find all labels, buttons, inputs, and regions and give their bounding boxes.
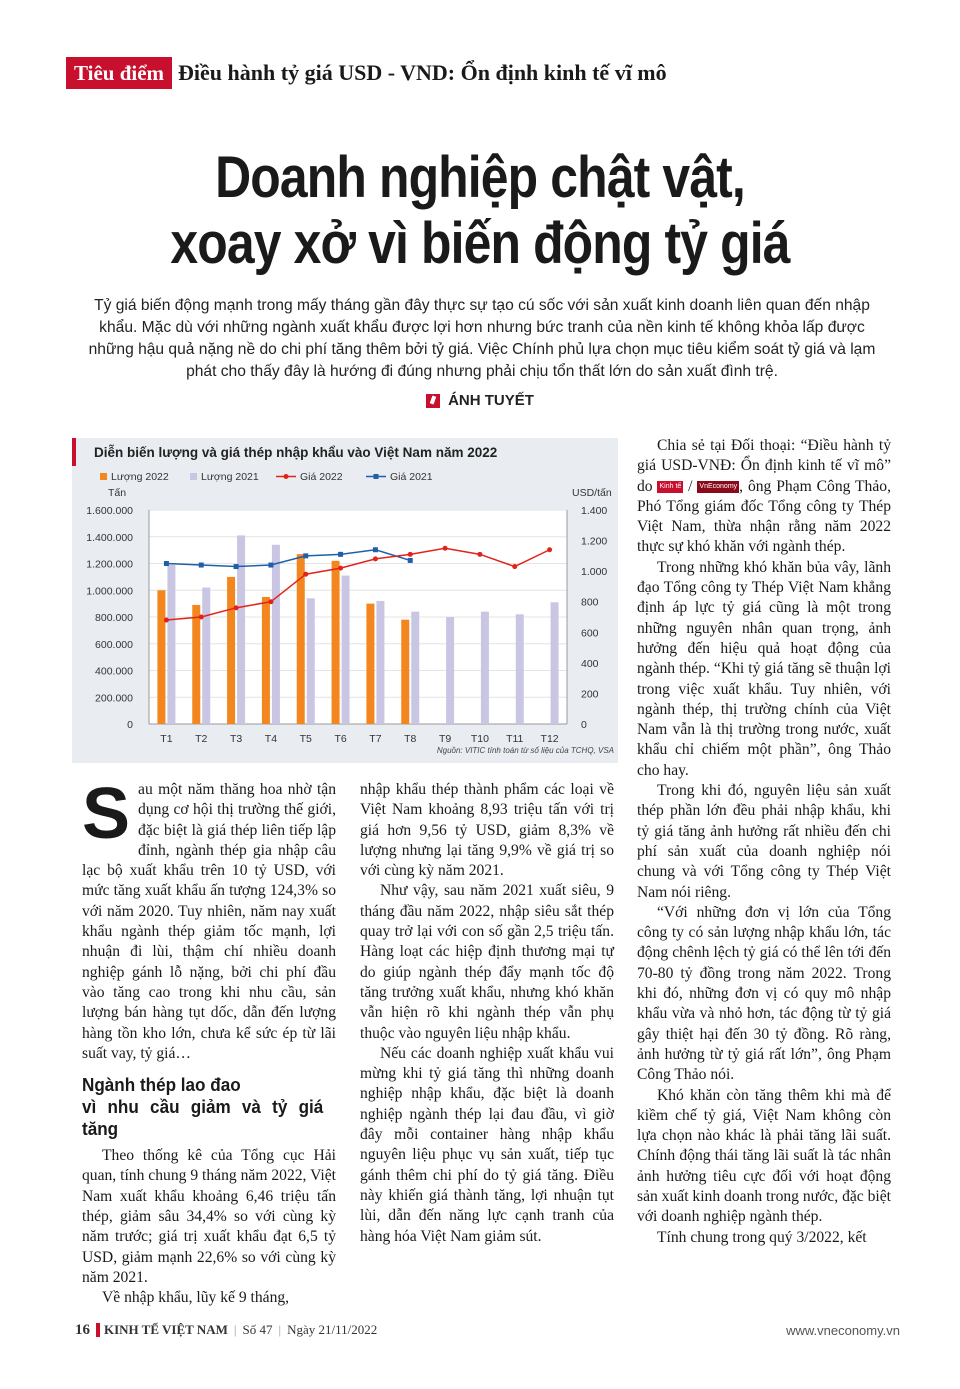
x-tick-label: T12 bbox=[540, 733, 559, 745]
issue-number: Số 47 bbox=[242, 1322, 273, 1337]
x-tick-label: T4 bbox=[264, 733, 278, 745]
legend-label: Lượng 2022 bbox=[111, 471, 169, 483]
gia-2022-point bbox=[164, 618, 169, 623]
chart-container bbox=[72, 438, 618, 763]
steel-import-chart bbox=[72, 438, 618, 763]
y-tick-label: 400.000 bbox=[95, 665, 133, 678]
paragraph: “Với những đơn vị lớn của Tổng công ty có sản lượng nhập khẩu lớn, tác động chênh lệch tỷ giá có thể lên tới đến 70-80 tỷ đồng trong năm 2022. Trong khi đó, những đơn vị có quy mô nhập khẩu vừa và nhỏ hơn, tác động từ tỷ giá gây thiệt hại đến 30 tỷ đồng. Rõ ràng, ảnh hưởng từ tỷ giá rất lớn”, ông Phạm Công Thảo nói. bbox=[637, 903, 891, 1084]
gia-2022-point bbox=[373, 556, 378, 561]
y-tick-label: 600.000 bbox=[95, 638, 133, 651]
y2-tick-label: 200 bbox=[581, 688, 599, 701]
gia-2021-point bbox=[199, 563, 204, 568]
page-number: 16 bbox=[75, 1321, 90, 1338]
section-header bbox=[66, 57, 667, 89]
gia-2021-point bbox=[234, 564, 239, 569]
gia-2021-point bbox=[164, 561, 169, 566]
paragraph: Theo thống kê của Tổng cục Hải quan, tính chung 9 tháng năm 2022, Việt Nam xuất khẩu khoảng 6,46 triệu tấn thép, giảm sâu 34,4% so với cùng kỳ năm trước; giá trị xuất khẩu đạt 6,5 tỷ USD, giảm mạnh 22,6% so với cùng kỳ năm 2021. bbox=[82, 1147, 336, 1286]
paragraph-text: , ông Phạm Công Thảo, Phó Tổng giám đốc Tổng công ty Thép Việt Nam, thừa nhận rằng năm 2022 thực sự khó khăn với ngành thép. bbox=[637, 477, 891, 556]
y2-tick-label: 800 bbox=[581, 596, 599, 609]
paragraph: Trong những khó khăn bủa vây, lãnh đạo Tổng công ty Thép Việt Nam khẳng định áp lực tỷ giá cũng là một trong những nguyên nhân quan trọng, ảnh hưởng đến hiệu quả hoạt động của ngành thép. “Khi tỷ giá tăng sẽ thuận lợi trong việc xuất khẩu. Tuy nhiên, với ngành thép, thị trường chính của Việt Nam vẫn là thị trường trong nước, xuất khẩu chỉ chiếm một phần”, ông Thảo cho hay. bbox=[637, 558, 891, 779]
y-tick-label: 1.400.000 bbox=[86, 531, 133, 544]
paragraph: Về nhập khẩu, lũy kế 9 tháng, bbox=[102, 1289, 290, 1307]
x-tick-label: T11 bbox=[506, 733, 524, 745]
y-tick-label: 800.000 bbox=[95, 612, 133, 624]
gia-2022-point bbox=[234, 605, 239, 610]
gia-2022-point bbox=[268, 599, 273, 604]
paragraph-text: Chia sẻ tại Đối thoại: “Điều hành tỷ giá USD-VNĐ: Ổn định kinh tế vĩ mô” do bbox=[637, 437, 891, 495]
slash: / bbox=[688, 477, 693, 495]
dropcap: S bbox=[82, 774, 131, 854]
bar-luong-2021 bbox=[446, 617, 454, 724]
gia-2021-point bbox=[303, 553, 308, 558]
bar-luong-2021 bbox=[481, 612, 489, 724]
legend-swatch bbox=[190, 473, 197, 480]
y-tick-label: 1.200.000 bbox=[86, 558, 133, 571]
y2-tick-label: 1.000 bbox=[581, 566, 608, 579]
y2-axis-title: USD/tấn bbox=[572, 487, 612, 499]
legend-label: Giá 2021 bbox=[390, 471, 433, 483]
gia-2022-point bbox=[303, 572, 308, 577]
headline-line-1: Doanh nghiệp chật vật, bbox=[215, 145, 745, 210]
issue-date: Ngày 21/11/2022 bbox=[287, 1322, 378, 1337]
section-title: Điều hành tỷ giá USD - VND: Ổn định kinh tế vĩ mô bbox=[178, 60, 667, 85]
legend-swatch bbox=[100, 473, 107, 480]
x-tick-label: T3 bbox=[229, 733, 243, 745]
y2-tick-label: 1.200 bbox=[581, 535, 608, 548]
legend-marker bbox=[284, 474, 289, 479]
gia-2022-point bbox=[547, 547, 552, 552]
y-tick-label: 200.000 bbox=[95, 692, 133, 705]
byline bbox=[0, 392, 960, 409]
paragraph: Như vậy, sau năm 2021 xuất siêu, 9 tháng đầu năm 2022, nhập siêu sắt thép quay trở lại với con số gần 2,5 triệu tấn. Hàng loạt các hiệp định thương mại tự do giúp ngành thép đẩy mạnh tốc độ tăng trưởng xuất khẩu, nhưng khó khăn vẫn hiện rõ khi ngành thép vẫn phụ thuộc vào nguyên liệu nhập khẩu. bbox=[360, 882, 614, 1042]
y-axis-title: Tấn bbox=[108, 487, 127, 499]
pen-icon bbox=[426, 394, 440, 408]
subheading-line-1: Ngành thép lao đao bbox=[82, 1075, 241, 1096]
gia-2021-point bbox=[338, 552, 343, 557]
gia-2021-point bbox=[268, 563, 273, 568]
gia-2021-point bbox=[373, 547, 378, 552]
magazine-name: KINH TẾ VIỆT NAM bbox=[104, 1322, 228, 1337]
gia-2022-point bbox=[443, 546, 448, 551]
bar-luong-2021 bbox=[272, 545, 280, 724]
subheading bbox=[82, 1074, 323, 1140]
chart-source: Nguồn: VITIC tính toán từ số liệu của TCHQ, VSA bbox=[436, 746, 614, 755]
legend-marker bbox=[374, 474, 379, 479]
x-tick-label: T2 bbox=[195, 733, 208, 745]
y2-tick-label: 600 bbox=[581, 627, 599, 640]
bar-luong-2021 bbox=[167, 565, 175, 724]
bar-luong-2022 bbox=[192, 605, 200, 724]
section-tag: Tiêu điểm bbox=[66, 57, 172, 89]
headline-line-2: xoay xở vì biến động tỷ giá bbox=[170, 211, 790, 276]
bar-luong-2022 bbox=[227, 577, 235, 724]
y-tick-label: 1.000.000 bbox=[86, 585, 133, 598]
vneconomy-logo: VnEconomy bbox=[697, 481, 739, 493]
bar-luong-2022 bbox=[262, 597, 270, 724]
gia-2022-point bbox=[408, 552, 413, 557]
x-tick-label: T6 bbox=[334, 733, 347, 745]
y-tick-label: 0 bbox=[127, 719, 133, 731]
subheading-line-2: vì nhu cầu giảm và tỷ giá tăng bbox=[82, 1097, 324, 1140]
footer-separator: | bbox=[233, 1322, 237, 1337]
x-tick-label: T9 bbox=[438, 733, 452, 745]
paragraph bbox=[637, 436, 891, 558]
y2-tick-label: 1.400 bbox=[581, 505, 608, 517]
column-1 bbox=[82, 774, 336, 1309]
footer-separator: | bbox=[278, 1322, 282, 1337]
paragraph: Nếu các doanh nghiệp xuất khẩu vui mừng khi tỷ giá tăng thì những doanh nghiệp nhập khẩu, đặc biệt là doanh nghiệp ngành thép lại đau đầu, vì giờ đây mỗi container hàng nhập khẩu nguyên liệu phục vụ sản xuất, tiếp tục gánh thêm chi phí do tỷ giá tăng. Điều này khiến giá thành tăng, lợi nhuận tụt lùi, dẫn đến năng lực cạnh tranh của hàng hóa Việt Nam giảm sút. bbox=[360, 1044, 614, 1245]
bar-luong-2022 bbox=[157, 590, 165, 724]
column-3 bbox=[637, 436, 891, 1248]
legend-label: Lượng 2021 bbox=[201, 471, 259, 483]
y-tick-label: 1.600.000 bbox=[86, 505, 133, 517]
x-tick-label: T8 bbox=[404, 733, 417, 745]
bar-luong-2022 bbox=[366, 604, 374, 724]
gia-2021-point bbox=[408, 558, 413, 563]
y2-tick-label: 0 bbox=[581, 719, 587, 731]
bar-luong-2021 bbox=[551, 602, 559, 724]
paragraph: nhập khẩu thép thành phẩm các loại về Việt Nam khoảng 8,93 triệu tấn với trị giá hơn 9,56 tỷ USD, giảm 8,3% về lượng nhưng lại tăng 9,9% về giá trị so với cùng kỳ năm 2021. bbox=[360, 781, 614, 880]
column-2 bbox=[360, 780, 614, 1247]
gia-2022-point bbox=[477, 552, 482, 557]
gia-2022-point bbox=[199, 615, 204, 620]
bar-luong-2021 bbox=[411, 612, 419, 724]
x-tick-label: T10 bbox=[470, 733, 489, 745]
bar-luong-2021 bbox=[342, 576, 350, 724]
bar-luong-2021 bbox=[307, 598, 315, 724]
website-link[interactable]: www.vneconomy.vn bbox=[786, 1322, 900, 1338]
x-tick-label: T5 bbox=[299, 733, 312, 745]
paragraph-text: au một năm thăng hoa nhờ tận dụng cơ hội thị trường thế giới, đặc biệt là giá thép liên tiếp lập đỉnh, ngành thép gia nhập câu lạc bộ xuất khẩu trên 10 tỷ USD, với mức tăng xuất khẩu ấn tượng 124,3% so với năm 2020. Tuy nhiên, năm nay xuất khẩu ngành thép giảm tốc mạnh, lợi nhuận đi lùi, thậm chí nhiều doanh nghiệp gánh lỗ nặng, bởi chi phí đầu vào tăng cao trong khi nhu cầu, sản lượng bán hàng tụt dốc, dẫn đến lượng hàng tồn kho lớn, chưa kể sức ép từ lãi suất vay, tỷ giá… bbox=[82, 781, 336, 1062]
legend-label: Giá 2022 bbox=[300, 471, 343, 483]
article-lede: Tỷ giá biến động mạnh trong mấy tháng gần đây thực sự tạo cú sốc với sản xuất kinh doanh liên quan đến nhập khẩu. Mặc dù với những ngành xuất khẩu được lợi hơn nhưng bức tranh của nền kinh tế không khỏa lấp được những hậu quả nặng nề do chi phí tăng thêm bởi tỷ giá. Việc Chính phủ lựa chọn mục tiêu kiểm soát tỷ giá và lạm phát cho thấy đây là hướng đi đúng nhưng phải chịu tổn thất lớn do sản xuất đình trệ. bbox=[88, 297, 876, 380]
chart-title: Diễn biến lượng và giá thép nhập khẩu vào Việt Nam năm 2022 bbox=[94, 444, 498, 460]
bar-luong-2021 bbox=[516, 614, 524, 724]
bar-luong-2021 bbox=[237, 535, 245, 724]
page-footer bbox=[75, 1320, 900, 1340]
gia-2022-point bbox=[512, 564, 517, 569]
paragraph bbox=[82, 774, 336, 1064]
author-name: ÁNH TUYẾT bbox=[448, 392, 534, 409]
gia-2022-point bbox=[338, 566, 343, 571]
x-tick-label: T7 bbox=[369, 733, 382, 745]
kinh-te-logo: Kinh tế bbox=[657, 481, 683, 493]
paragraph: Khó khăn còn tăng thêm khi mà để kiềm chế tỷ giá, Việt Nam không còn lựa chọn nào khác là phải tăng lãi suất. Chính động thái tăng lãi suất là tác nhân ảnh hưởng tiêu cực đối với hoạt động sản xuất kinh doanh trong nước, đặc biệt với doanh nghiệp ngành thép. bbox=[637, 1086, 892, 1226]
bar-luong-2022 bbox=[332, 561, 340, 724]
paragraph: Trong khi đó, nguyên liệu sản xuất thép phần lớn đều phải nhập khẩu, khi tỷ giá tăng ảnh hưởng rất nhiều đến chi phí sản xuất của doanh nghiệp nói chung và với Tổng công ty Thép Việt Nam nói riêng. bbox=[637, 782, 891, 901]
bar-luong-2022 bbox=[401, 620, 409, 724]
bar-luong-2021 bbox=[376, 601, 384, 724]
x-tick-label: T1 bbox=[160, 733, 173, 745]
bar-luong-2021 bbox=[202, 588, 210, 724]
y2-tick-label: 400 bbox=[581, 657, 599, 670]
paragraph: Tính chung trong quý 3/2022, kết bbox=[657, 1228, 867, 1246]
article-headline bbox=[119, 145, 841, 277]
footer-mark bbox=[96, 1323, 100, 1337]
